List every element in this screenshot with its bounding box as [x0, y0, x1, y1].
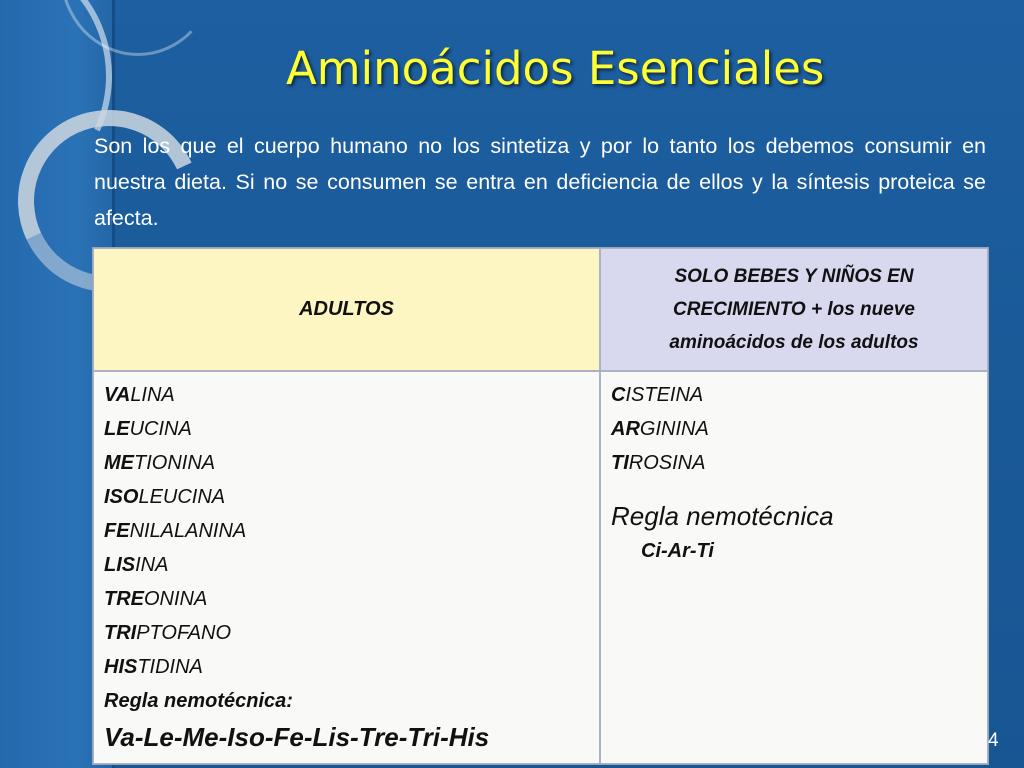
amino-acid-item: METIONINA [104, 452, 216, 474]
adults-mnemonic: Va-Le-Me-Iso-Fe-Lis-Tre-Tri-His [104, 722, 490, 752]
children-mnemonic: Ci-Ar-Ti [641, 540, 714, 562]
amino-acid-item: TREONINA [104, 588, 208, 610]
amino-acid-item: HISTIDINA [104, 656, 203, 678]
header-children-line: aminoácidos de los adultos [669, 332, 919, 353]
amino-acid-item: ISOLEUCINA [104, 486, 226, 508]
header-children-line: SOLO BEBES Y NIÑOS EN [674, 266, 914, 287]
slide-title: Aminoácidos Esenciales [286, 42, 825, 95]
children-list-cell [600, 371, 988, 764]
amino-acid-item: TRIPTOFANO [104, 622, 232, 644]
amino-acid-item: LISINA [104, 554, 169, 576]
header-children-line: CRECIMIENTO + los nueve [673, 299, 915, 320]
amino-acid-item: ARGININA [611, 418, 709, 440]
header-children [600, 248, 988, 371]
amino-acids-table [92, 247, 989, 765]
adults-rule-label: Regla nemotécnica: [104, 690, 293, 712]
amino-acid-item: VALINA [104, 384, 175, 406]
amino-acid-item: CISTEINA [611, 384, 704, 406]
amino-acid-item: LEUCINA [104, 418, 192, 440]
amino-acid-item: FENILALANINA [104, 520, 247, 542]
children-rule-label: Regla nemotécnica [611, 501, 834, 531]
adults-list-cell [93, 371, 600, 764]
amino-acid-item: TIROSINA [611, 452, 706, 474]
header-adults-label: ADULTOS [299, 298, 394, 320]
header-adults [93, 248, 600, 371]
page-number: 4 [988, 730, 999, 751]
intro-paragraph: Son los que el cuerpo humano no los sintetiza y por lo tanto los debemos consumir en nuestra dieta. Si no se consumen se entra en deficiencia de ellos y la síntesis proteica se afecta. [94, 134, 986, 230]
